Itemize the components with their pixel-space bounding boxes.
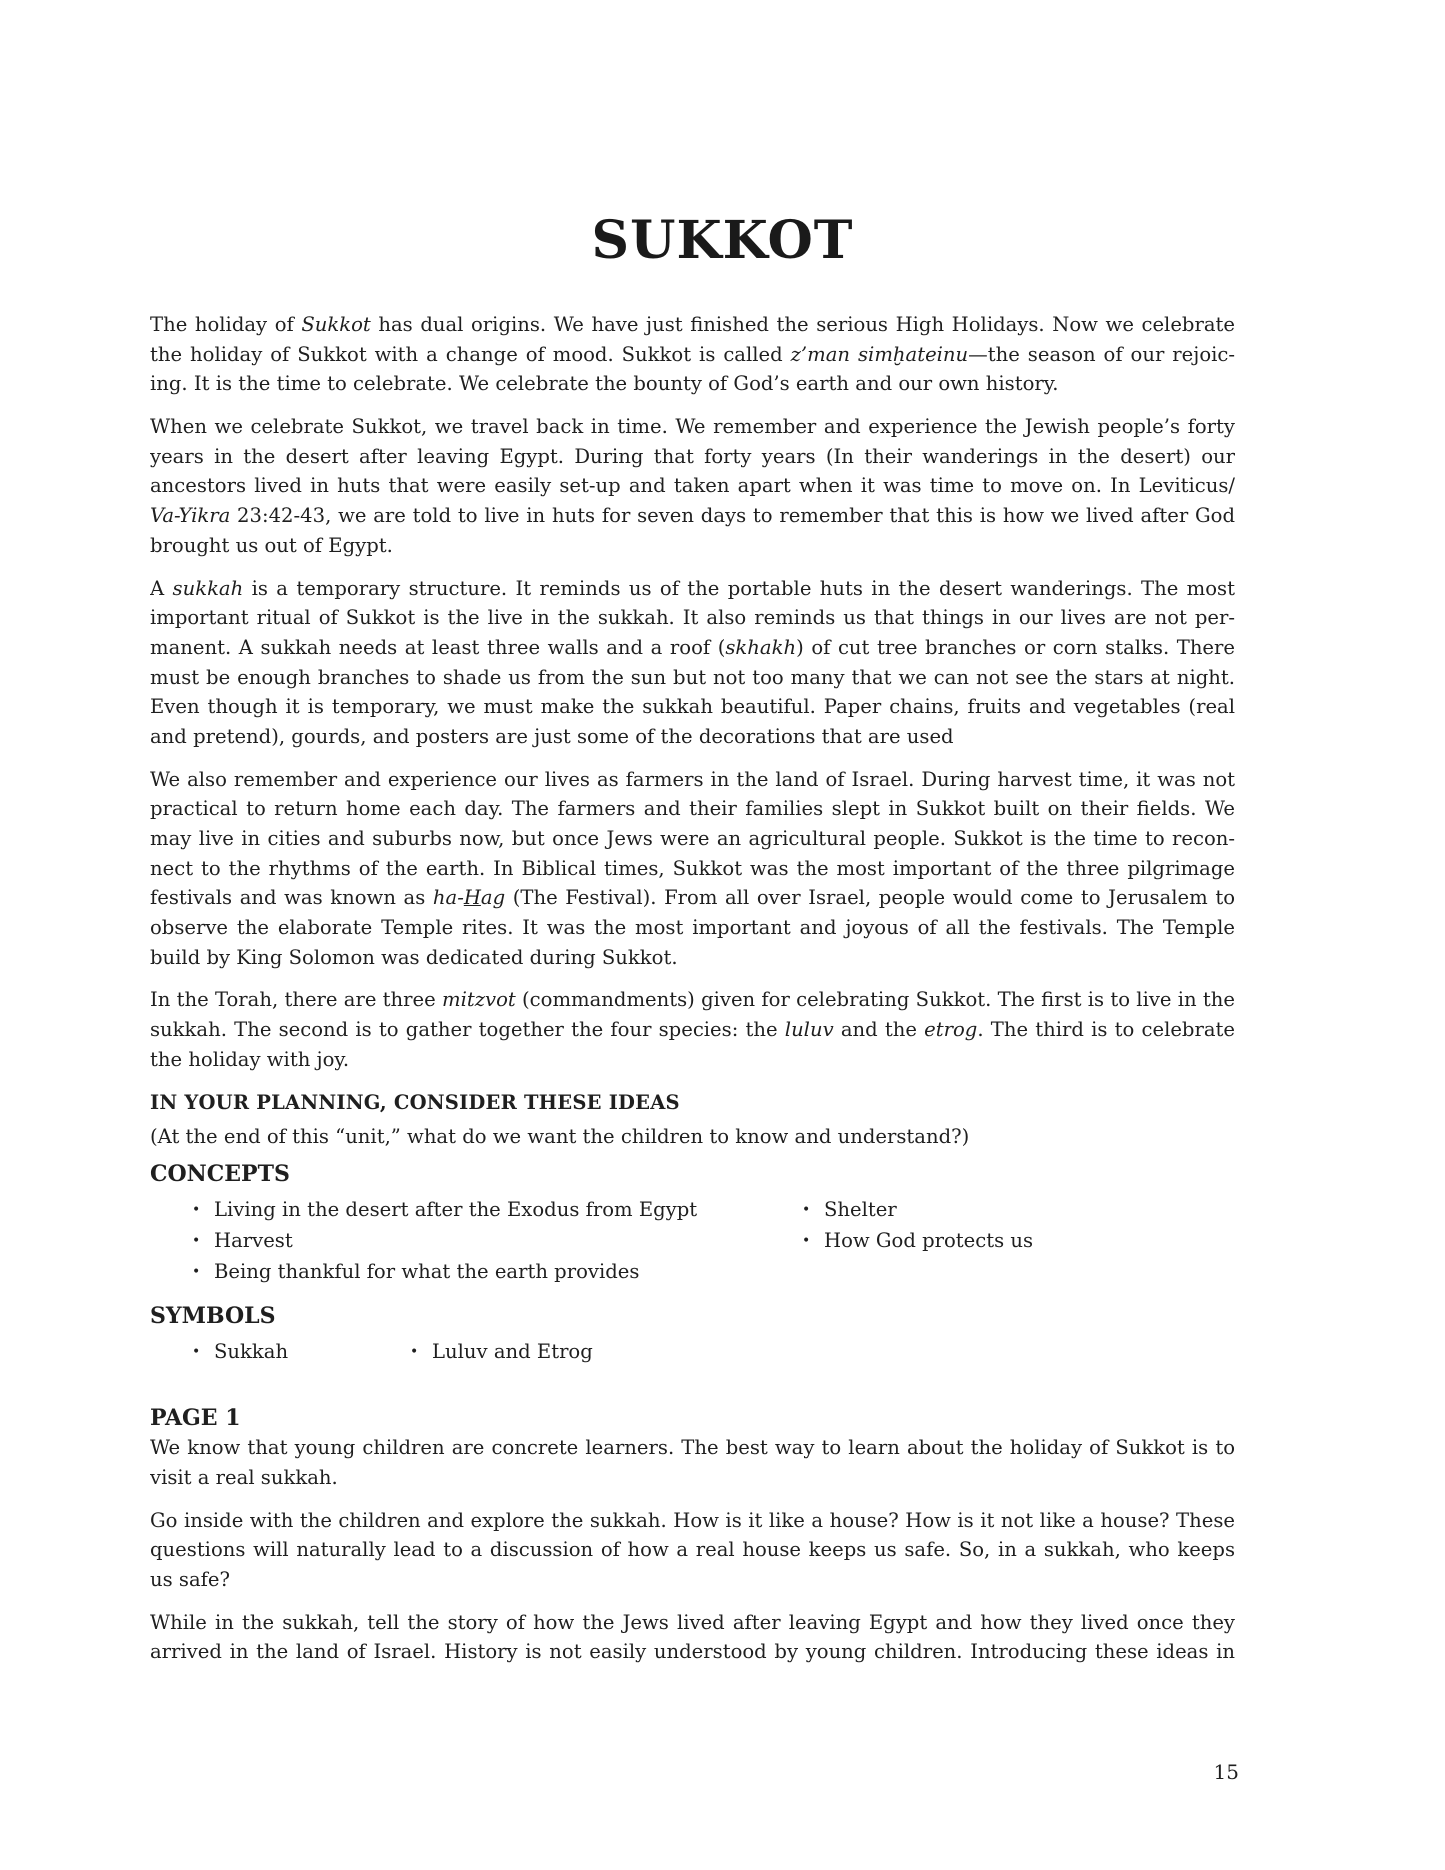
text-line: arrived in the land of Israel. History is not easily understood by young children. Introducing these ideas in [150,1640,1235,1664]
text-line: us safe? [150,1567,230,1591]
planning-subtext: (At the end of this “unit,” what do we want the children to know and understand?) [150,1124,970,1148]
concepts-heading: CONCEPTS [150,1161,290,1188]
symbols-heading: SYMBOLS [150,1303,276,1330]
bullet-icon: • [192,1264,201,1281]
text-line: observe the elaborate Temple rites. It was the most important and joyous of all the festivals. The Temple [150,916,1235,940]
italic-term: H [463,886,481,910]
bullet-icon: • [192,1202,201,1219]
italic-term: luluv [784,1018,834,1042]
bullet-icon: • [410,1344,419,1361]
planning-heading: IN YOUR PLANNING, CONSIDER THESE IDEAS [150,1090,680,1114]
text-line: When we celebrate Sukkot, we travel back in time. We remember and experience the Jewish people’s forty [150,415,1235,439]
italic-term: Va-Yikra [150,504,231,528]
text-line: ancestors lived in huts that were easily set-up and taken apart when it was time to move on. In Leviticus/ [150,474,1235,498]
text-line: the holiday with joy. [150,1047,350,1071]
list-item: • Harvest [192,1226,293,1257]
text-line: The holiday of Sukkot has dual origins. We have just finished the serious High Holidays. Now we celebrate [150,313,1235,336]
italic-term: etrog [924,1018,978,1042]
bullet-icon: • [802,1233,811,1250]
concepts-list [150,1195,1235,1287]
page1-heading: PAGE 1 [150,1405,241,1432]
page1-paragraph-1 [150,1433,1235,1492]
text-line: years in the desert after leaving Egypt. During that forty years (In their wanderings in the desert) our [150,444,1235,468]
desert-paragraph [150,412,1235,560]
text-line: We know that young children are concrete learners. The best way to learn about the holiday of Sukkot is to [150,1436,1235,1460]
text-line: A sukkah is a temporary structure. It reminds us of the portable huts in the desert wanderings. The most [150,576,1235,600]
text-line: the holiday of Sukkot with a change of mood. Sukkot is called z’man simḫateinu—the season of our rejoic- [150,342,1235,366]
text-line: ing. It is the time to celebrate. We celebrate the bounty of God’s earth and our own history. [150,372,1059,396]
farmers-paragraph [150,765,1235,973]
page-number: 15 [1213,1760,1239,1784]
list-item: • Shelter [802,1195,897,1226]
text-line: brought us out of Egypt. [150,533,393,557]
bullet-icon: • [192,1344,201,1361]
italic-term: ha- [432,886,464,910]
page1-paragraph-2 [150,1506,1235,1595]
text-line: questions will naturally lead to a discussion of how a real house keeps us safe. So, in a sukkah, who keeps [150,1538,1235,1562]
list-item: • Living in the desert after the Exodus from Egypt [192,1195,697,1226]
text-line: sukkah. The second is to gather together the four species: the luluv and the etrog. The third is to celebrate [150,1018,1235,1042]
italic-term: skhakh [725,635,797,659]
text-line: important ritual of Sukkot is the live in the sukkah. It also reminds us that things in our lives are not per- [150,606,1235,630]
italic-term: sukkah [172,576,244,600]
text-line: We also remember and experience our lives as farmers in the land of Israel. During harvest time, it was not [150,767,1235,791]
list-item: • Being thankful for what the earth provides [192,1257,639,1288]
text-line: visit a real sukkah. [150,1465,338,1489]
text-line: must be enough branches to shade us from the sun but not too many that we can not see the stars at night. [150,665,1235,689]
text-line: Go inside with the children and explore the sukkah. How is it like a house? How is it not like a house? These [150,1508,1235,1532]
intro-paragraph [150,310,1235,399]
italic-term: z’man simḫateinu [790,342,969,366]
text-line: and pretend), gourds, and posters are just some of the decorations that are used [150,724,954,748]
italic-term: ag [480,886,506,910]
torah-paragraph [150,985,1235,1074]
italic-term: Sukkot [301,313,371,336]
page-content [150,310,1235,1680]
text-line: build by King Solomon was dedicated during Sukkot. [150,945,678,969]
text-line: While in the sukkah, tell the story of how the Jews lived after leaving Egypt and how they lived once they [150,1610,1235,1634]
text-line: nect to the rhythms of the earth. In Biblical times, Sukkot was the most important of the three pilgrimage [150,856,1235,880]
page1-paragraph-3 [150,1608,1235,1667]
list-item: • Luluv and Etrog [410,1337,593,1368]
text-line: festivals and was known as ha-Hag (The Festival). From all over Israel, people would come to Jerusalem to [150,886,1235,910]
text-line: manent. A sukkah needs at least three walls and a roof (skhakh) of cut tree branches or corn stalks. There [150,635,1235,659]
text-line: Va-Yikra 23:42-43, we are told to live in huts for seven days to remember that this is how we lived after God [150,504,1235,528]
bullet-icon: • [802,1202,811,1219]
list-item: • How God protects us [802,1226,1033,1257]
symbols-list [150,1337,1235,1371]
text-line: practical to return home each day. The farmers and their families slept in Sukkot built on their fields. We [150,797,1235,821]
text-line: Even though it is temporary, we must make the sukkah beautiful. Paper chains, fruits and vegetables (real [150,695,1235,719]
sukkah-paragraph [150,574,1235,752]
italic-term: mitzvot [441,988,516,1012]
list-item: • Sukkah [192,1337,288,1368]
text-line: may live in cities and suburbs now, but once Jews were an agricultural people. Sukkot is the time to recon- [150,827,1235,850]
page-title: SUKKOT [591,210,854,271]
text-line: In the Torah, there are three mitzvot (commandments) given for celebrating Sukkot. The first is to live in the [150,988,1235,1012]
bullet-icon: • [192,1233,201,1250]
